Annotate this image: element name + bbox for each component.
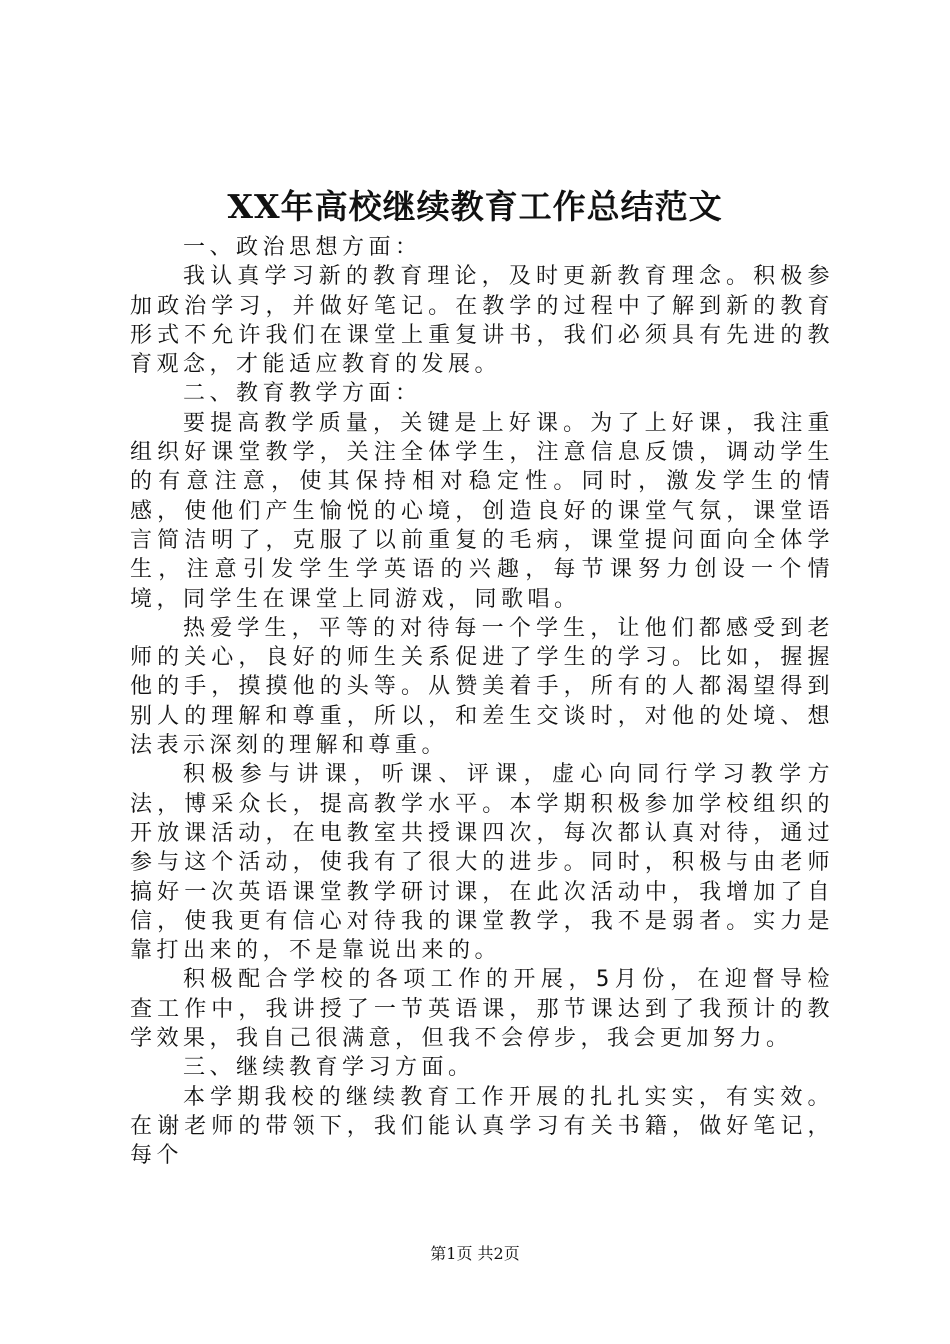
paragraph-teaching-quality: 要提高教学质量，关键是上好课。为了上好课，我注重组织好课堂教学，关注全体学生，注意信息反馈，调动学生的有意注意，使其保持相对稳定性。同时，激发学生的情感，使他们产生愉悦的心境，创造良好的课堂气氛，课堂语言简洁明了，克服了以前重复的毛病，课堂提问面向全体学生，注意引发学生学英语的兴趣，每节课努力创设一个情境，同学生在课堂上同游戏，同歌唱。 [130, 410, 834, 612]
paragraph-continuing-education: 本学期我校的继续教育工作开展的扎扎实实，有实效。在谢老师的带领下，我们能认真学习有关书籍，做好笔记，每个 [130, 1084, 834, 1169]
page-number-footer: 第1页 共2页 [430, 1244, 520, 1263]
paragraph-caring-students: 热爱学生，平等的对待每一个学生，让他们都感受到老师的关心，良好的师生关系促进了学生的学习。比如，握握他的手，摸摸他的头等。从赞美着手，所有的人都渴望得到别人的理解和尊重，所以，和差生交谈时，对他的处境、想法表示深刻的理解和尊重。 [130, 615, 834, 759]
document-body [130, 233, 834, 1171]
paragraph-lesson-participation: 积极参与讲课，听课、评课，虚心向同行学习教学方法，博采众长，提高教学水平。本学期积极参加学校组织的开放课活动，在电教室共授课四次，每次都认真对待，通过参与这个活动，使我有了很大的进步。同时，积极与由老师搞好一次英语课堂教学研讨课，在此次活动中，我增加了自信，使我更有信心对待我的课堂教学，我不是弱者。实力是靠打出来的，不是靠说出来的。 [130, 762, 834, 964]
paragraph-school-cooperation: 积极配合学校的各项工作的开展，5月份，在迎督导检查工作中，我讲授了一节英语课，那节课达到了我预计的教学效果，我自己很满意，但我不会停步，我会更加努力。 [130, 967, 834, 1052]
section-heading-political: 一、政治思想方面： [183, 235, 422, 260]
paragraph-political-study: 我认真学习新的教育理论，及时更新教育理念。积极参加政治学习，并做好笔记。在教学的过程中了解到新的教育形式不允许我们在课堂上重复讲书，我们必须具有先进的教育观念，才能适应教育的发展。 [130, 264, 834, 378]
document-title: XX年高校继续教育工作总结范文 [227, 187, 723, 226]
section-heading-teaching: 二、教育教学方面： [183, 381, 422, 407]
section-heading-continuing-education: 三、继续教育学习方面。 [183, 1055, 475, 1081]
